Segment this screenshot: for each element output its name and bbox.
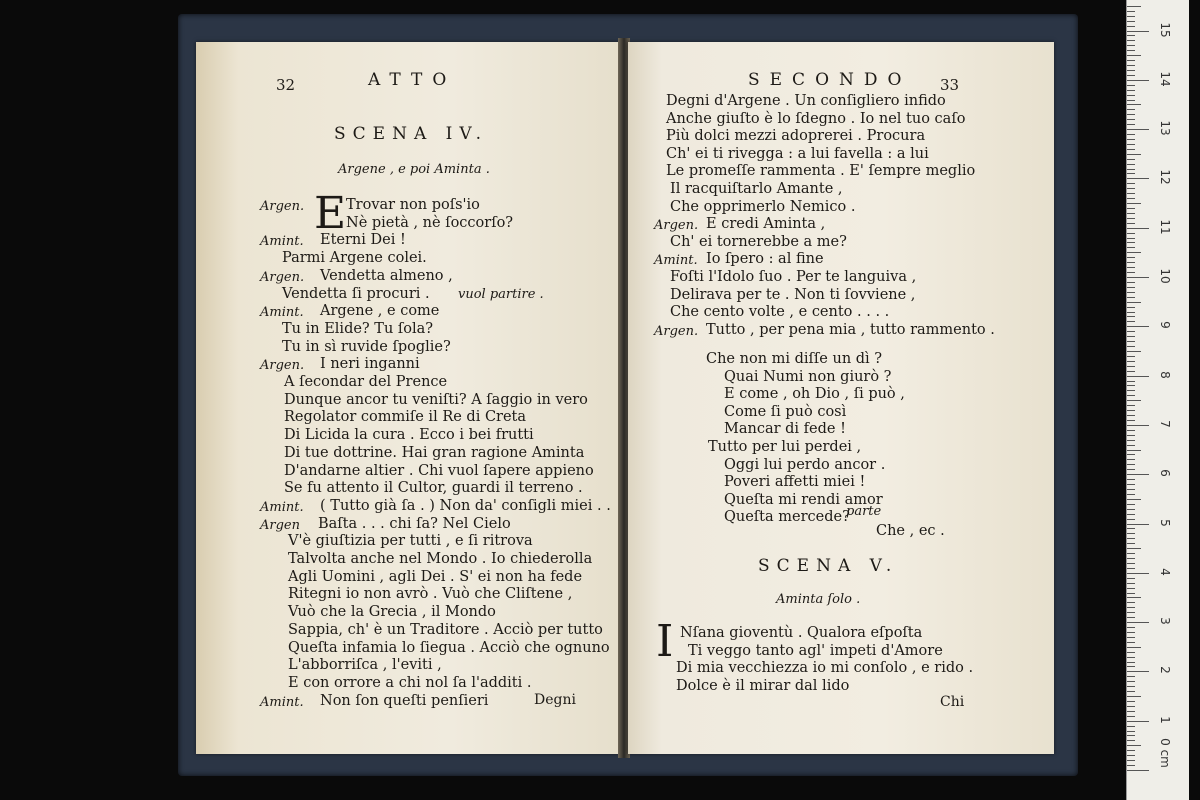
ruler-tick: [1127, 450, 1141, 451]
ruler-tick: [1127, 21, 1135, 22]
ruler-tick: [1127, 292, 1135, 293]
ruler-tick: [1127, 114, 1135, 115]
ruler-tick: [1127, 400, 1141, 401]
ruler-tick: [1127, 632, 1135, 633]
ruler-tick: [1127, 721, 1149, 722]
ruler-tick: [1127, 124, 1135, 125]
ruler-tick: [1127, 188, 1135, 189]
ruler-tick: [1127, 519, 1135, 520]
ruler-tick: [1127, 711, 1135, 712]
scene-title-iv: SCENA IV.: [334, 124, 489, 144]
speaker-label: Argen.: [260, 269, 305, 285]
page-number-right: 33: [940, 76, 960, 94]
ruler-tick: [1127, 716, 1135, 717]
ruler-tick: [1127, 307, 1135, 308]
ruler-tick: [1127, 617, 1135, 618]
ruler-tick: [1127, 765, 1135, 766]
ruler-tick: [1127, 657, 1135, 658]
ruler-tick: [1127, 568, 1135, 569]
verse-text: Vuò che la Grecia , il Mondo: [288, 604, 496, 621]
speaker-label: Amint.: [654, 253, 698, 269]
ruler-tick: [1127, 80, 1149, 81]
verse-text: Talvolta anche nel Mondo . Io chiederolla: [288, 551, 593, 567]
ruler-tick: [1127, 65, 1135, 66]
ruler-tick: [1127, 60, 1135, 61]
ruler-tick: [1127, 11, 1135, 12]
aria-line: Oggi lui perdo ancor .: [724, 456, 886, 473]
ruler-tick: [1127, 213, 1135, 214]
ruler-tick: [1127, 173, 1135, 174]
ruler-tick: [1127, 228, 1149, 229]
verse-text: Che opprimerlo Nemico .: [670, 198, 856, 215]
ruler-tick: [1127, 26, 1135, 27]
scene-subtitle-iv: Argene , e poi Aminta .: [338, 162, 490, 177]
ruler-tick: [1127, 183, 1135, 184]
ruler-tick: [1127, 553, 1135, 554]
ruler-label: 1: [1158, 715, 1172, 724]
right-page: [628, 42, 1054, 754]
ruler-tick: [1127, 420, 1135, 421]
ruler-tick: [1127, 479, 1135, 480]
verse-text: Regolator commiſe il Re di Creta: [284, 409, 527, 426]
verse-text: Degni d'Argene . Un conſigliero infido: [666, 93, 946, 109]
ruler-tick: [1127, 430, 1135, 431]
ruler-tick: [1127, 750, 1135, 751]
ruler-tick: [1127, 474, 1149, 475]
speaker-label: Argen.: [260, 199, 305, 214]
verse-text: D'andarne altier . Chi vuol ſapere appieno: [284, 462, 594, 479]
ruler-tick: [1127, 637, 1135, 638]
ruler-tick: [1127, 257, 1135, 258]
ruler-tick: [1127, 425, 1149, 426]
ruler-tick: [1127, 326, 1149, 327]
verse-text: Più dolci mezzi adoprerei . Procura: [666, 128, 926, 145]
ruler-tick: [1127, 445, 1135, 446]
ruler-tick: [1127, 356, 1135, 357]
verse-text: Non ſon queſti penſieri: [320, 692, 489, 709]
ruler-tick: [1127, 312, 1135, 313]
verse-text: Le promeſſe rammenta . E' ſempre meglio: [666, 163, 976, 180]
verse-text: Tu in Elide? Tu ſola?: [282, 320, 434, 337]
ruler-tick: [1127, 104, 1141, 105]
aria-stage-direction: parte: [846, 504, 882, 519]
ruler-tick: [1127, 415, 1135, 416]
ruler-label: 5: [1158, 518, 1172, 527]
verse-text: Vendetta ſi procuri .: [282, 285, 430, 302]
verse-text: Anche giuſto è lo ſdegno . Io nel tuo caſo: [666, 110, 966, 127]
verse-text: Tutto , per pena mia , tutto rammento .: [706, 321, 995, 338]
aria-line: Mancar di fede !: [724, 421, 846, 438]
ruler-tick: [1127, 671, 1149, 672]
ruler-tick: [1127, 676, 1135, 677]
verse-text: E credi Aminta ,: [706, 216, 826, 233]
ruler-tick: [1127, 277, 1149, 278]
ruler-tick: [1127, 573, 1149, 574]
ruler-tick: [1127, 647, 1141, 648]
ruler-tick: [1127, 395, 1135, 396]
ruler-tick: [1127, 331, 1135, 332]
verse-text: Queſta infamia lo ſiegua . Acciò che ognuno: [288, 639, 610, 656]
ruler-tick: [1127, 40, 1135, 41]
ruler-tick: [1127, 435, 1135, 436]
ruler-tick: [1127, 282, 1135, 283]
ruler-label: 2: [1158, 666, 1172, 675]
verse-text: Ch' ei ti rivegga : a lui favella : a lui: [666, 145, 929, 162]
verse-text: Nè pietà , nè ſoccorſo?: [346, 214, 514, 231]
ruler-label: 12: [1158, 169, 1172, 186]
ruler-tick: [1127, 735, 1135, 736]
verse-text: Ch' ei tornerebbe a me?: [670, 233, 847, 250]
verse-text: Di Licida la cura . Ecco i bei frutti: [284, 427, 534, 444]
verse-text: A ſecondar del Prence: [284, 374, 448, 390]
scene-subtitle-v: Aminta ſolo .: [776, 592, 861, 607]
ruler-tick: [1127, 366, 1135, 367]
verse-text: Sappia, ch' è un Traditore . Acciò per tutto: [288, 621, 603, 638]
speaker-label: Amint.: [260, 305, 304, 321]
ruler-tick: [1127, 100, 1135, 101]
ruler-tick: [1127, 341, 1135, 342]
verse-text: I neri inganni: [320, 356, 420, 373]
ruler-tick: [1127, 371, 1135, 372]
ruler-label: 13: [1158, 120, 1172, 136]
ruler-tick: [1127, 134, 1135, 135]
verse-text: Delirava per te . Non ti ſovviene ,: [670, 286, 916, 303]
ruler-tick: [1127, 514, 1135, 515]
ruler-tick: [1127, 459, 1135, 460]
ruler-tick: [1127, 16, 1135, 17]
drop-cap-e: E: [314, 188, 347, 239]
left-page: [196, 42, 620, 754]
ruler-tick: [1127, 745, 1141, 746]
ruler-label: 14: [1158, 71, 1172, 87]
ruler-tick: [1127, 154, 1141, 155]
ruler-tick: [1127, 272, 1135, 273]
ruler-tick: [1127, 755, 1135, 756]
ruler-tick: [1127, 607, 1135, 608]
ruler-tick: [1127, 50, 1135, 51]
ruler-tick: [1127, 489, 1135, 490]
verse-text: V'è giuſtizia per tutti , e ſi ritrova: [288, 533, 533, 550]
verse-text: L'abborriſca , l'eviti ,: [288, 657, 442, 674]
ruler-tick: [1127, 622, 1149, 623]
ruler-tick: [1127, 198, 1135, 199]
catchword-right: Chi: [940, 694, 965, 710]
verse-text: Eterni Dei !: [320, 232, 406, 249]
aria-end: Che , ec .: [876, 523, 945, 539]
ruler-tick: [1127, 85, 1135, 86]
ruler-tick: [1127, 238, 1135, 239]
ruler-tick: [1127, 242, 1135, 243]
ruler-tick: [1127, 484, 1135, 485]
ruler-tick: [1127, 193, 1135, 194]
ruler-tick: [1127, 681, 1135, 682]
aria-line: Quai Numi non giurò ?: [724, 368, 892, 385]
ruler-tick: [1127, 405, 1135, 406]
speaker-label: Amint.: [260, 499, 304, 515]
verse-text: Il racquiſtarlo Amante ,: [670, 181, 843, 197]
ruler-tick: [1127, 55, 1141, 56]
ruler-tick: [1127, 706, 1135, 707]
ruler-tick: [1127, 563, 1135, 564]
speaker-label: Amint.: [260, 694, 304, 710]
ruler-tick: [1127, 129, 1149, 130]
ruler-tick: [1127, 90, 1135, 91]
ruler-tick: [1127, 454, 1135, 455]
ruler-tick: [1127, 770, 1149, 771]
verse-text: Di tue dottrine. Hai gran ragione Aminta: [284, 444, 585, 461]
ruler-tick: [1127, 35, 1135, 36]
ruler-tick: [1127, 346, 1135, 347]
ruler-tick: [1127, 361, 1135, 362]
ruler-tick: [1127, 612, 1135, 613]
verse-text: Tu in sì ruvide ſpoglie?: [282, 338, 451, 355]
ruler-tick: [1127, 662, 1135, 663]
ruler-tick: [1127, 440, 1135, 441]
verse-text: Foſti l'Idolo ſuo . Per te languiva ,: [670, 269, 917, 285]
ruler-tick: [1127, 31, 1149, 32]
ruler-tick: [1127, 109, 1135, 110]
ruler-tick: [1127, 652, 1135, 653]
ruler-tick: [1127, 642, 1135, 643]
ruler-tick: [1127, 233, 1135, 234]
ruler-tick: [1127, 548, 1141, 549]
ruler-tick: [1127, 351, 1141, 352]
verse-text: Agli Uomini , agli Dei . S' ei non ha fede: [288, 568, 583, 585]
ruler-tick: [1127, 597, 1141, 598]
ruler-tick: [1127, 499, 1141, 500]
ruler-tick: [1127, 159, 1135, 160]
verse-text: Trovar non poſs'io: [346, 197, 480, 213]
ruler-tick: [1127, 139, 1135, 140]
ruler-tick: [1127, 218, 1135, 219]
ruler-tick: [1127, 385, 1135, 386]
ruler-tick: [1127, 543, 1135, 544]
ruler-tick: [1127, 691, 1135, 692]
ruler-tick: [1127, 760, 1135, 761]
ruler-tick: [1127, 208, 1135, 209]
ruler-tick: [1127, 302, 1141, 303]
ruler-tick: [1127, 203, 1141, 204]
ruler-tick: [1127, 376, 1149, 377]
ruler-tick: [1127, 602, 1135, 603]
ruler-tick: [1127, 178, 1149, 179]
ruler-tick: [1127, 70, 1135, 71]
ruler-label: 3: [1158, 617, 1172, 625]
verse-text: Parmi Argene colei.: [282, 250, 427, 267]
verse-text: Argene , e come: [320, 303, 440, 320]
ruler-label: 7: [1158, 420, 1172, 428]
ruler-tick: [1127, 464, 1135, 465]
ruler-tick: [1127, 533, 1135, 534]
ruler-tick: [1127, 316, 1135, 317]
ruler-tick: [1127, 169, 1135, 170]
ruler-tick: [1127, 144, 1135, 145]
speaker-label: Argen.: [654, 218, 699, 234]
ruler-label: 6: [1158, 469, 1172, 477]
ruler-tick: [1127, 494, 1135, 495]
ruler-tick: [1127, 45, 1135, 46]
ruler-tick: [1127, 336, 1135, 337]
ruler-tick: [1127, 247, 1135, 248]
ruler-tick: [1127, 558, 1135, 559]
verse-text: Dunque ancor tu veniſti? A ſaggio in vero: [284, 391, 588, 408]
verse-text: Se fu attento il Cultor, guardi il terreno .: [284, 480, 583, 497]
ruler-tick: [1127, 223, 1135, 224]
running-head-left: ATTO: [368, 70, 457, 90]
ruler-tick: [1127, 262, 1135, 263]
page-number-left: 32: [276, 76, 296, 94]
ruler-tick: [1127, 740, 1135, 741]
verse-line: Ti veggo tanto agl' impeti d'Amore: [688, 642, 943, 659]
ruler-tick: [1127, 509, 1135, 510]
stage-direction: vuol partire .: [458, 286, 544, 302]
speaker-label: Argen: [260, 517, 300, 533]
aria-line: Tutto per lui perdei ,: [708, 439, 862, 455]
ruler-label: 11: [1158, 219, 1172, 235]
ruler-tick: [1127, 287, 1135, 288]
ruler-tick: [1127, 267, 1135, 268]
ruler-tick: [1127, 726, 1135, 727]
scene-title-v: SCENA V.: [758, 556, 899, 576]
ruler-tick: [1127, 390, 1135, 391]
ruler-tick: [1127, 469, 1135, 470]
ruler-tick: [1127, 297, 1135, 298]
ruler-tick: [1127, 95, 1135, 96]
catchword-left: Degni: [534, 692, 576, 708]
ruler-label: 0 cm: [1158, 738, 1172, 768]
aria-line: Che non mi diſſe un dì ?: [706, 351, 883, 367]
ruler-tick: [1127, 381, 1135, 382]
ruler-tick: [1127, 504, 1135, 505]
running-head-right: SECONDO: [748, 70, 912, 90]
verse-text: E con orrore a chi nol ſa l'additi .: [288, 674, 532, 691]
speaker-label: Amint.: [260, 234, 304, 250]
ruler-tick: [1127, 627, 1135, 628]
verse-line: Dolce è il mirar dal lido: [676, 677, 850, 694]
aria-line: Come ſi può così: [724, 403, 847, 420]
verse-text: ( Tutto già ſa . ) Non da' conſigli miei . .: [320, 497, 611, 514]
ruler-label: 4: [1158, 567, 1172, 576]
ruler-tick: [1127, 588, 1135, 589]
measuring-ruler: [1126, 0, 1189, 800]
aria-line: Poveri affetti miei !: [724, 474, 866, 491]
ruler-label: 9: [1158, 321, 1172, 330]
aria-line: E come , oh Dio , ſi può ,: [724, 386, 905, 403]
verse-line: Di mia vecchiezza io mi conſolo , e rido .: [676, 660, 974, 677]
ruler-tick: [1127, 252, 1141, 253]
ruler-tick: [1127, 524, 1149, 525]
ruler-tick: [1127, 119, 1135, 120]
ruler-tick: [1127, 666, 1135, 667]
ruler-tick: [1127, 321, 1135, 322]
ruler-tick: [1127, 578, 1135, 579]
verse-text: Vendetta almeno ,: [320, 267, 453, 284]
verse-text: Io ſpero : al fine: [706, 251, 824, 268]
ruler-tick: [1127, 593, 1135, 594]
ruler-label: 15: [1158, 21, 1172, 38]
ruler-tick: [1127, 696, 1141, 697]
aria-line: Queſta mi rendi amor: [724, 491, 883, 508]
ruler-tick: [1127, 686, 1135, 687]
verse-text: Ritegni io non avrò . Vuò che Cliſtene ,: [288, 586, 573, 603]
aria-line: Queſta mercede?: [724, 509, 850, 526]
ruler-tick: [1127, 164, 1135, 165]
ruler-tick: [1127, 583, 1135, 584]
drop-cap-i: I: [656, 616, 674, 667]
verse-text: Che cento volte , e cento . . . .: [670, 304, 890, 321]
ruler-tick: [1127, 75, 1135, 76]
verse-line: Nſana gioventù . Qualora eſpoſta: [680, 625, 923, 641]
speaker-label: Argen.: [260, 358, 305, 374]
ruler-tick: [1127, 731, 1135, 732]
speaker-label: Argen.: [654, 323, 699, 339]
ruler-tick: [1127, 149, 1135, 150]
ruler-tick: [1127, 6, 1141, 7]
ruler-label: 10: [1158, 268, 1172, 284]
ruler-label: 8: [1158, 370, 1172, 379]
ruler-tick: [1127, 410, 1135, 411]
verse-text: Baſta . . . chi ſa? Nel Cielo: [318, 515, 511, 532]
ruler-tick: [1127, 701, 1135, 702]
ruler-tick: [1127, 528, 1135, 529]
ruler-tick: [1127, 538, 1135, 539]
